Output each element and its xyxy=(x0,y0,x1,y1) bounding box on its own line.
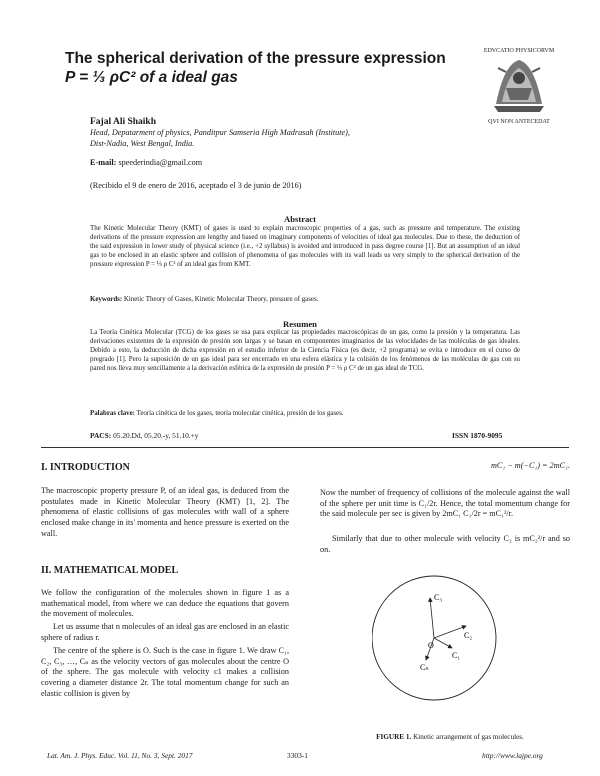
title-line-1: The spherical derivation of the pressure expression xyxy=(65,50,446,67)
footer-page-number: 3303-1 xyxy=(287,751,308,760)
model-paragraph-1: We follow the configuration of the molecules shown in figure 1 as a mathematical model, from where we can deduce the equations that govern the movement of molecules. xyxy=(41,588,289,619)
footer-url[interactable]: http://www.lajpe.org xyxy=(482,751,543,760)
model-paragraph-3: The centre of the sphere is O. Such is the case in figure 1. We draw C₁, C₂, C₃, …, Cₙ as the velocity vectors of gas molecules about the centre O of the sphere. The gas molecule with velocity c1 makes a collision covering a diameter distance 2r. The total momentum change for such an elastic collision is given by xyxy=(41,646,289,698)
received-dates: (Recibido el 9 de enero de 2016, aceptado el 3 de junio de 2016) xyxy=(90,181,302,190)
abstract-text: The Kinetic Molecular Theory (KMT) of gases is used to explain macroscopic properties of a gas, such as pressure and temperature. The existing derivations of the pressure expression are lengthy and based on imaginary components of velocities of ideal gas molecules. Due to these, the deduction of the said expression in lower study of physical science (i.e., +2 syllabus) is avoided and introduced in pass degree course [1]. But an assumption of an ideal gas to be enclosed in an elastic sphere and collision of phenomena of gas molecules with its wall leads us very simply to the spherical derivation of the pressure expression P = ⅓ ρ C² of an ideal gas from KMT. xyxy=(90,225,520,268)
title-line-2: P = ⅓ ρC² of a ideal gas xyxy=(65,69,238,86)
figure-caption-label: FIGURE 1. xyxy=(376,733,412,741)
right-paragraph-1: Now the number of frequency of collisions of the molecule against the wall of the sphere per unit time is C₁/2r. Hence, the total momentum change for the said molecule per sec is given by 2mC₁ C₁/2r = mC₁²/r. xyxy=(320,488,570,519)
author-email-line xyxy=(90,158,202,167)
palabras-clave-label: Palabras clave: xyxy=(90,410,135,417)
pacs-line xyxy=(90,431,198,440)
logo-top-text: EDVCATIO PHYSICORVM xyxy=(483,48,555,54)
abstract-heading: Abstract xyxy=(284,214,316,224)
vector-c1 xyxy=(434,638,452,648)
logo-emblem xyxy=(490,56,548,114)
vector-c3 xyxy=(430,598,434,638)
right-paragraph-2: Similarly that due to other molecule with velocity C₂ is mC₂²/r and so on. xyxy=(320,534,570,554)
pacs-label: PACS: xyxy=(90,431,112,440)
label-origin: O xyxy=(428,641,434,650)
author-affiliation xyxy=(90,128,390,149)
model-paragraph-2: Let us assume that n molecules of an ideal gas are enclosed in an elastic sphere of radius r. xyxy=(41,622,289,642)
affiliation-line-2: Dist-Nadia, West Bengal, India. xyxy=(90,138,195,148)
vector-c2 xyxy=(434,626,466,638)
author-name: Fajal Ali Shaikh xyxy=(90,117,156,127)
figure-1-caption xyxy=(330,733,570,741)
abstract-keywords xyxy=(90,296,318,303)
issn: ISSN 1870-9095 xyxy=(452,431,503,440)
intro-text: The macroscopic property pressure P, of an ideal gas, is deduced from the postulates made in Kinetic Molecular Theory (KMT) [1, 2]. The phenomena of elastic collisions of gas molecules with wall of a sphere enclosed make change in its' momenta and hence pressure is exerted on the wall. xyxy=(41,486,289,538)
footer-journal: Lat. Am. J. Phys. Educ. Vol. 11, No. 3, Sept. 2017 xyxy=(47,751,193,760)
email-address[interactable]: speederindia@gmail.com xyxy=(118,158,203,167)
keywords-value: Kinetic Theory of Gases, Kinetic Molecular Theory, pressure of gases. xyxy=(123,296,319,303)
email-label: E-mail: xyxy=(90,158,117,167)
model-heading: II. MATHEMATICAL MODEL xyxy=(41,565,179,576)
header-divider xyxy=(41,447,569,448)
pacs-value: 05.20.Dd, 05.20.-y, 51.10.+y xyxy=(113,431,199,440)
label-c2: C₂ xyxy=(464,631,473,640)
logo-bottom-text: QVI NON ANTECEDAT xyxy=(488,119,550,125)
journal-logo xyxy=(476,44,562,126)
label-c1: C₁ xyxy=(452,651,461,660)
intro-heading: I. INTRODUCTION xyxy=(41,462,130,473)
keywords-label: Keywords: xyxy=(90,296,123,303)
resumen-text: La Teoría Cinética Molecular (TCG) de los gases se usa para explicar las propiedades macroscópicas de un gas, como la presión y la temperatura. Las derivaciones existentes de la expresión de presión son largas y se basan en componentes imaginarios de las velocidades de las moléculas de gas ideales. Debido a esto, la deducción de dicha expresión en el estudio inferior de la Ciencia Física (es decir, +2 programa) se evita e introduce en el curso de pregrado [1]. Pero la suposición de un gas ideal para ser encerrado en una esfera elástica y la colisión de los fenómenos de las moléculas de gas con su pared nos lleva muy sencillamente a la derivación esférica de la expresión de presión P = ⅓ ρ C² de un gas ideal de TCG. xyxy=(90,329,520,372)
figure-caption-text: Kinetic arrangement of gas molecules. xyxy=(413,733,524,741)
paper-title xyxy=(65,49,465,87)
label-cn: Cₙ xyxy=(420,663,429,672)
affiliation-line-1: Head, Depatarment of physics, Panditpur Samseria High Madrasah (Institute), xyxy=(90,128,350,137)
palabras-clave-value: Teoría cinética de los gases, teoría molecular cinética, presión de los gases. xyxy=(136,410,344,417)
resumen-heading: Resumen xyxy=(283,319,317,329)
label-c3: C₃ xyxy=(434,593,443,602)
resumen-keywords xyxy=(90,410,344,417)
momentum-equation: mC₁ − m(−C₁) = 2mC₁. xyxy=(490,461,570,470)
figure-1-diagram xyxy=(372,572,502,712)
